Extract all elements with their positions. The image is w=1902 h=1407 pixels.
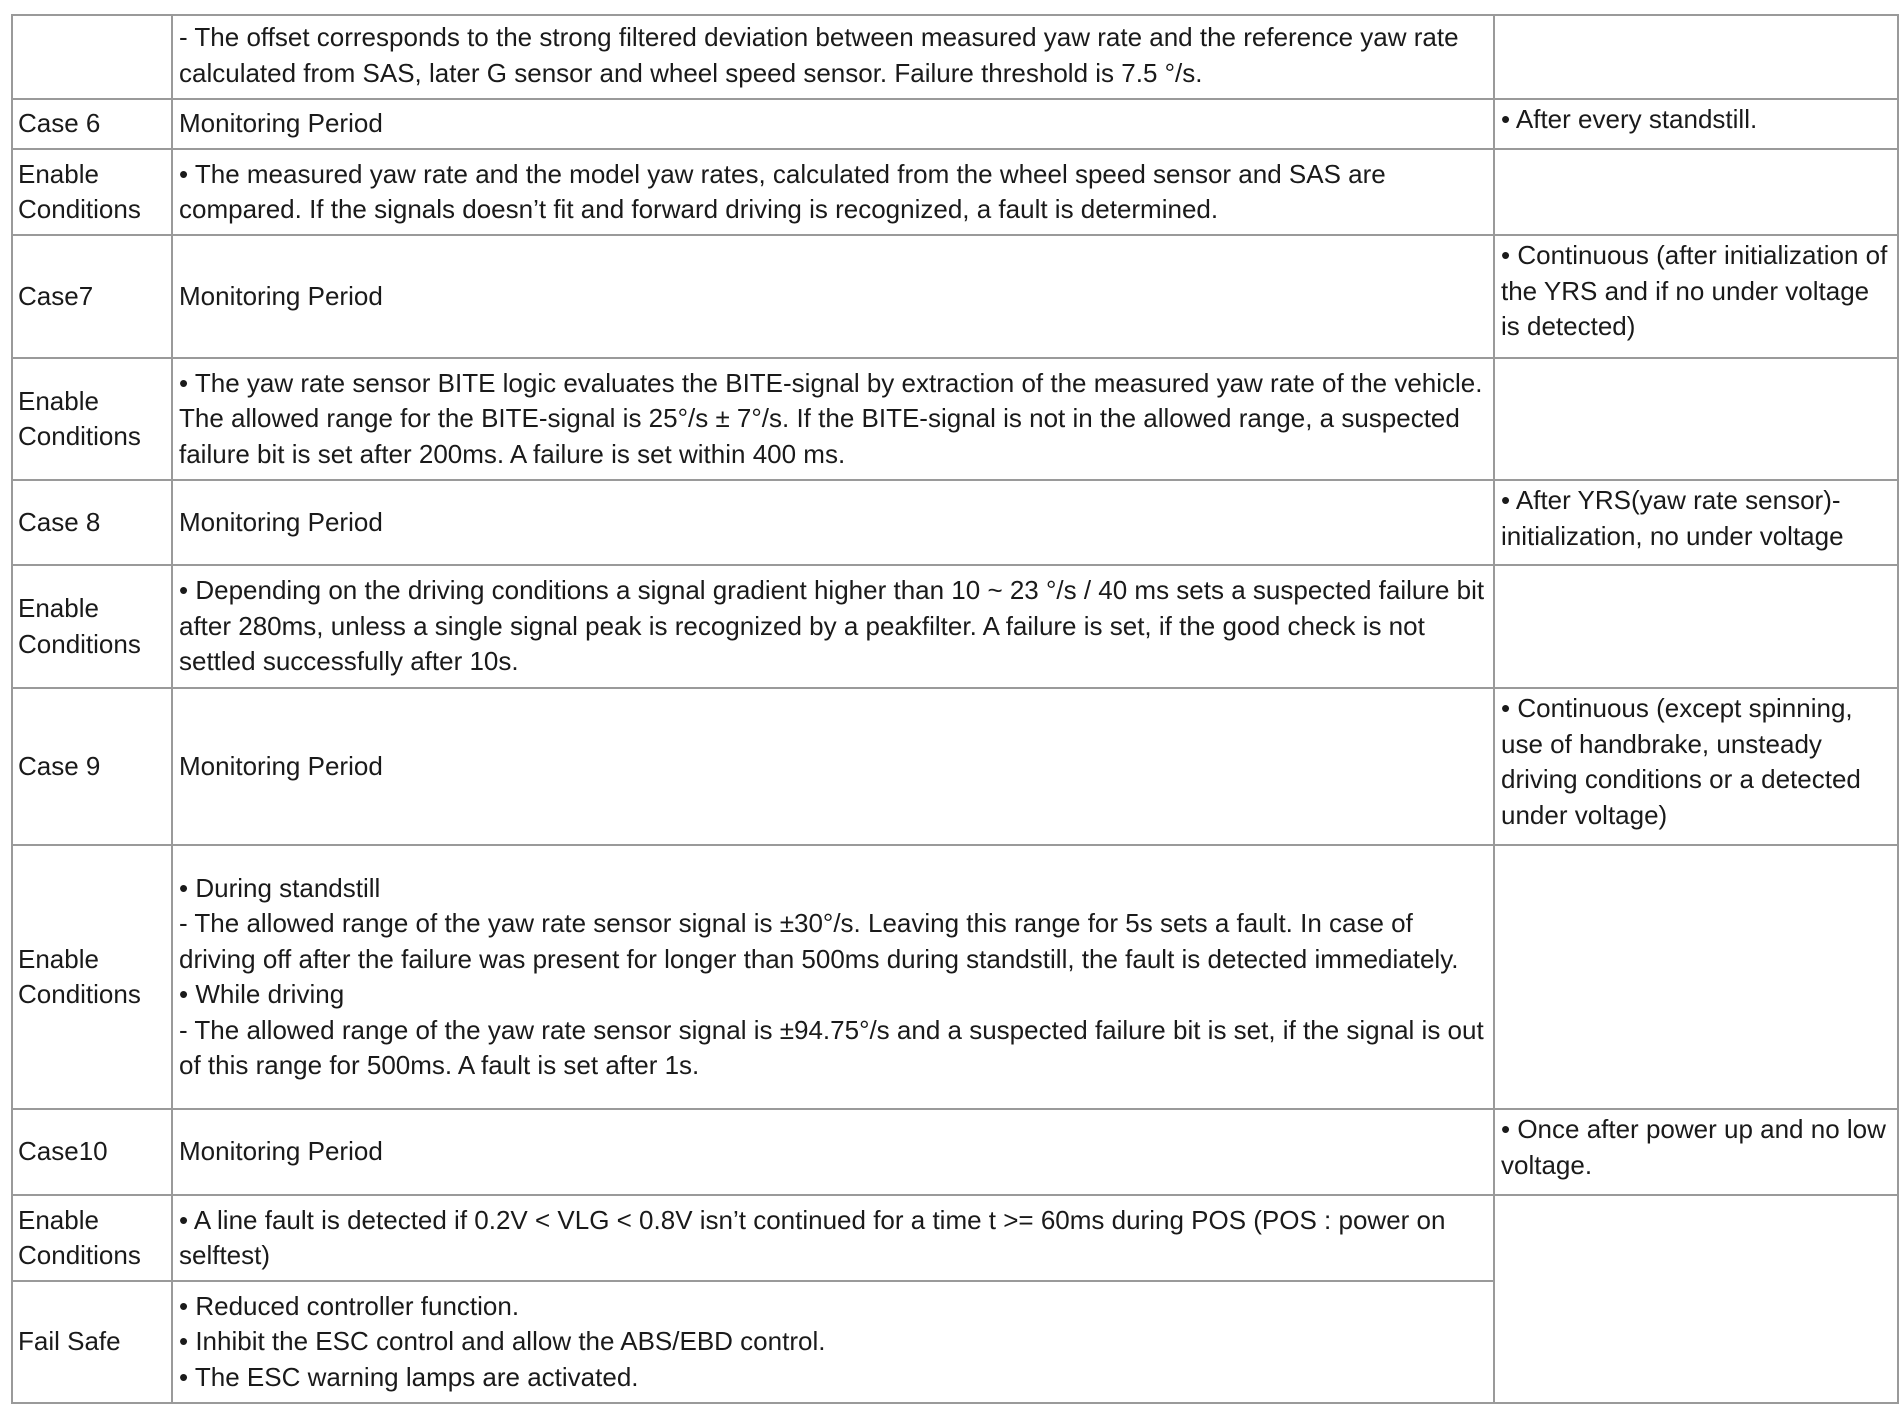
enable-conditions-label: Enable Conditions — [18, 385, 141, 451]
monitoring-period-value: • After every standstill. — [1501, 104, 1758, 134]
description-cell — [172, 15, 1494, 99]
value-cell — [1494, 235, 1898, 358]
enable-conditions-text: • The measured yaw rate and the model yaw rates, calculated from the wheel speed sensor and SAS are compared. If the signals doesn’t fit and forward driving is recognized, a fault is determined. — [179, 158, 1386, 224]
description-cell — [172, 565, 1494, 688]
row-label-cell — [12, 1195, 172, 1281]
enable-conditions-label: Enable Conditions — [18, 1204, 141, 1270]
case-label: Case7 — [18, 280, 94, 311]
monitoring-period-value: • Once after power up and no low voltage. — [1501, 1114, 1886, 1180]
condition-text: - The allowed range of the yaw rate sensor signal is ±94.75°/s and a suspected failure bit is set, if the signal is out of this range for 500ms. A fault is set after 1s. — [179, 1014, 1484, 1080]
monitoring-period-label: Monitoring Period — [179, 750, 383, 781]
row-label-cell — [12, 845, 172, 1109]
value-cell — [1494, 99, 1898, 149]
table-row — [12, 565, 1898, 688]
fail-safe-label: Fail Safe — [18, 1326, 121, 1357]
table-row — [12, 480, 1898, 565]
dtc-spec-table — [11, 14, 1899, 1404]
monitoring-period-value: • Continuous (after initialization of the YRS and if no under voltage is detected) — [1501, 240, 1888, 341]
value-cell — [1494, 1195, 1898, 1403]
enable-conditions-text: • A line fault is detected if 0.2V < VLG < 0.8V isn’t continued for a time t >= 60ms during POS (POS : power on selftest) — [179, 1204, 1446, 1270]
description-cell — [172, 149, 1494, 235]
condition-heading: • During standstill — [179, 872, 381, 903]
value-cell — [1494, 15, 1898, 99]
monitoring-period-label: Monitoring Period — [179, 506, 383, 537]
value-cell — [1494, 1109, 1898, 1195]
description-cell — [172, 480, 1494, 565]
case-label: Case 6 — [18, 108, 101, 139]
fail-safe-item: • The ESC warning lamps are activated. — [179, 1361, 639, 1392]
description-cell — [172, 1109, 1494, 1195]
value-cell — [1494, 358, 1898, 480]
description-cell — [172, 235, 1494, 358]
description-text: - The offset corresponds to the strong filtered deviation between measured yaw rate and the reference yaw rate calculated from SAS, later G sensor and wheel speed sensor. Failure threshold is 7.5 °/s. — [179, 22, 1459, 88]
table-row — [12, 1109, 1898, 1195]
value-cell — [1494, 688, 1898, 845]
table-row — [12, 845, 1898, 1109]
row-label-cell — [12, 1281, 172, 1403]
value-cell — [1494, 565, 1898, 688]
description-cell — [172, 358, 1494, 480]
case-label: Case 9 — [18, 750, 101, 781]
row-label-cell — [12, 235, 172, 358]
row-label-cell — [12, 565, 172, 688]
row-label-cell — [12, 480, 172, 565]
row-label-cell — [12, 1109, 172, 1195]
condition-heading: • While driving — [179, 979, 345, 1009]
table-row — [12, 149, 1898, 235]
row-label-cell — [12, 149, 172, 235]
monitoring-period-label: Monitoring Period — [179, 108, 383, 139]
table-row — [12, 1195, 1898, 1281]
fail-safe-item: • Reduced controller function. — [179, 1290, 520, 1321]
monitoring-period-value: • Continuous (except spinning, use of handbrake, unsteady driving conditions or a detected under voltage) — [1501, 693, 1861, 830]
table-row — [12, 358, 1898, 480]
description-cell — [172, 99, 1494, 149]
monitoring-period-value: • After YRS(yaw rate sensor)-initialization, no under voltage — [1501, 485, 1844, 551]
table-row — [12, 235, 1898, 358]
enable-conditions-text: • Depending on the driving conditions a signal gradient higher than 10 ~ 23 °/s / 40 ms sets a suspected failure bit after 280ms, unless a single signal peak is recognized by a peakfilter. A failure is set, if the good check is not settled successfully after 10s. — [179, 575, 1485, 677]
value-cell — [1494, 480, 1898, 565]
enable-conditions-label: Enable Conditions — [18, 943, 141, 1009]
case-label: Case10 — [18, 1136, 108, 1167]
condition-text: - The allowed range of the yaw rate sensor signal is ±30°/s. Leaving this range for 5s sets a fault. In case of driving off after the failure was present for longer than 500ms during standstill, the fault is detected immediately. — [179, 908, 1459, 974]
monitoring-period-label: Monitoring Period — [179, 1136, 383, 1167]
table-row — [12, 688, 1898, 845]
enable-conditions-label: Enable Conditions — [18, 158, 141, 224]
table-row — [12, 99, 1898, 149]
row-label-cell — [12, 15, 172, 99]
description-cell — [172, 845, 1494, 1109]
row-label-cell — [12, 688, 172, 845]
description-cell — [172, 1281, 1494, 1403]
table-row — [12, 15, 1898, 99]
enable-conditions-label: Enable Conditions — [18, 593, 141, 659]
case-label: Case 8 — [18, 506, 101, 537]
enable-conditions-text: • The yaw rate sensor BITE logic evaluates the BITE-signal by extraction of the measured yaw rate of the vehicle. The allowed range for the BITE-signal is 25°/s ± 7°/s. If the BITE-signal is not in the allowed range, a suspected failure bit is set after 200ms. A failure is set within 400 ms. — [179, 367, 1483, 469]
row-label-cell — [12, 99, 172, 149]
row-label-cell — [12, 358, 172, 480]
description-cell — [172, 688, 1494, 845]
value-cell — [1494, 845, 1898, 1109]
fail-safe-item: • Inhibit the ESC control and allow the ABS/EBD control. — [179, 1326, 826, 1357]
description-cell — [172, 1195, 1494, 1281]
monitoring-period-label: Monitoring Period — [179, 280, 383, 311]
value-cell — [1494, 149, 1898, 235]
